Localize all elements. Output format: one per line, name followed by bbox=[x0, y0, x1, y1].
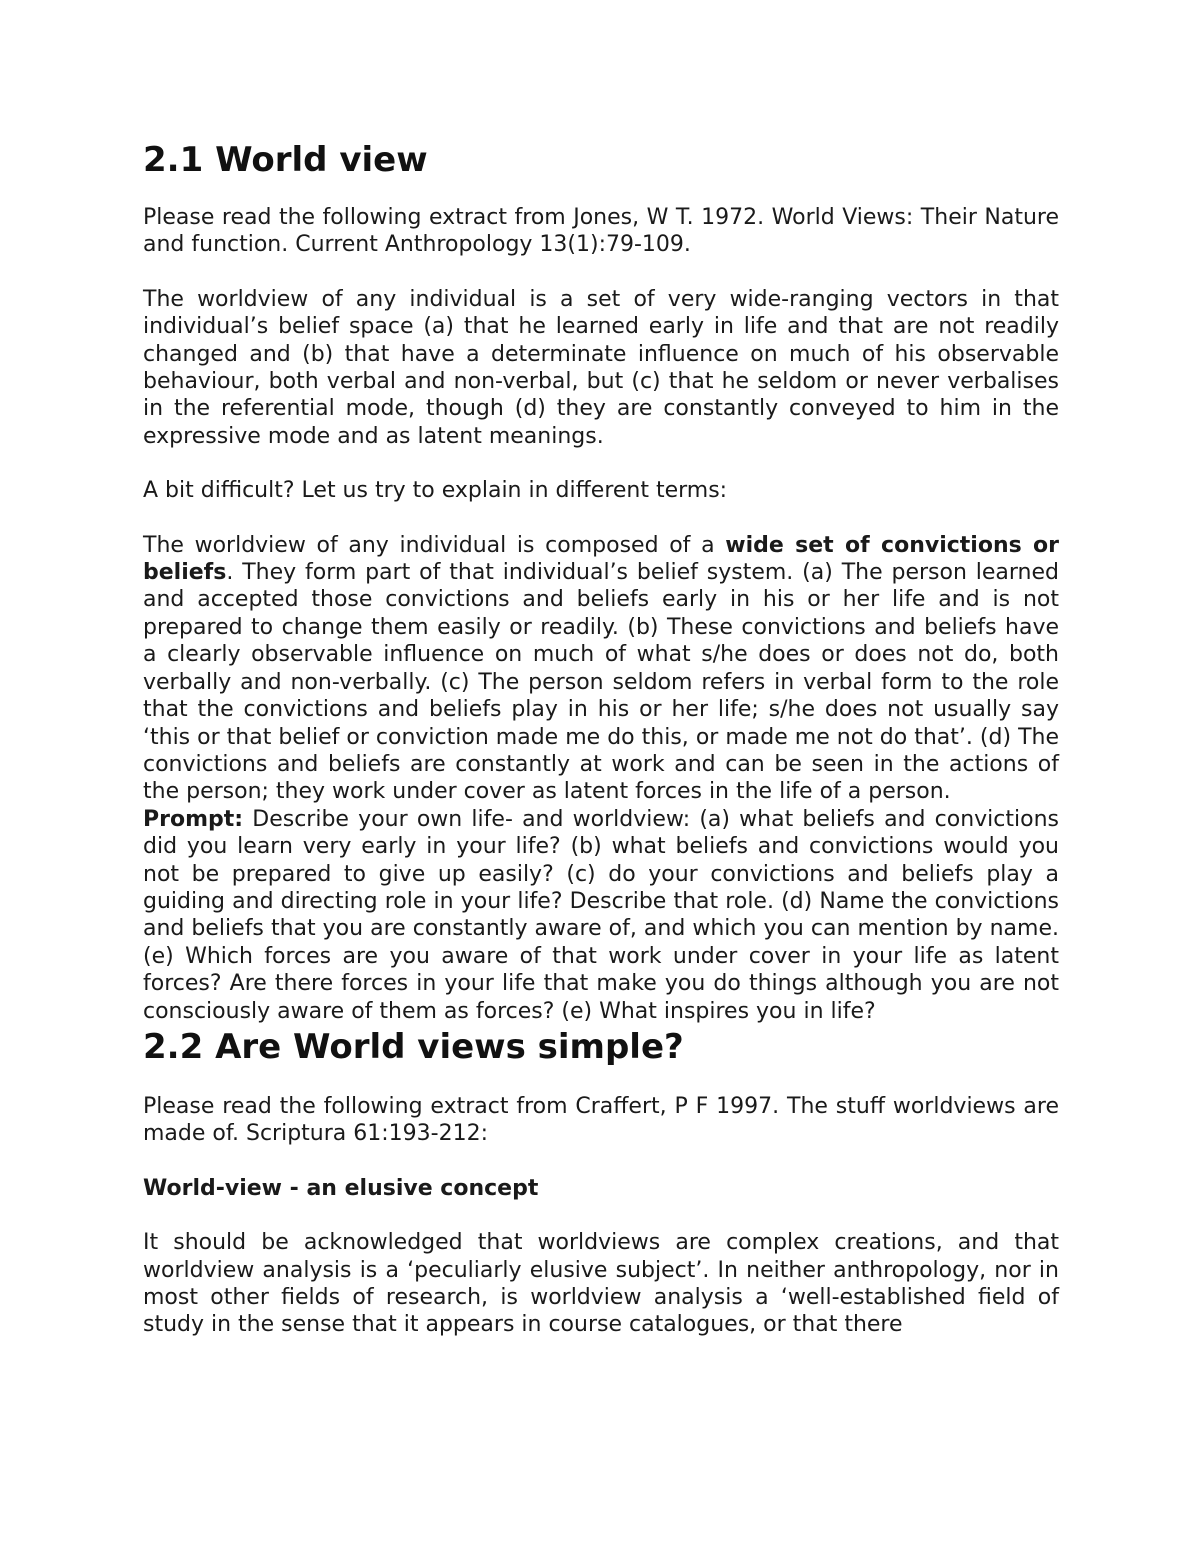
question-paragraph: A bit difficult? Let us try to explain in different terms: bbox=[143, 478, 728, 504]
subheading-elusive-concept: World-view - an elusive concept bbox=[143, 1175, 539, 1201]
section-heading-are-world-views-simple: 2.2 Are World views simple? bbox=[143, 1026, 684, 1067]
explanation-paragraph bbox=[143, 532, 1059, 806]
prompt-text: Describe your own life- and worldview: (a) what beliefs and convictions did you learn very early in your life? (b) what beliefs and convictions would you not be prepared to give up easily? (c) do your convictions and beliefs play a guiding and directing role in your life? Describe that role. (d) Name the convictions and beliefs that you are constantly aware of, and which you can mention by name. (e) Which forces are you aware of that work under cover in your life as latent forces? Are there forces in your life that make you do things although you are not consciously aware of them as forces? (e) What inspires you in life? bbox=[143, 806, 1059, 1024]
section-heading-world-view: 2.1 World view bbox=[143, 140, 428, 180]
explanation-text-start: The worldview of any individual is composed of a bbox=[143, 532, 726, 558]
document-page bbox=[143, 138, 1059, 1339]
quote-paragraph: The worldview of any individual is a set of very wide-ranging vectors in that individual’s belief space (a) that he learned early in life and that are not readily changed and (b) that have a determinate influence on much of his observable behaviour, both verbal and non-verbal, but (c) that he seldom or never verbalises in the referential mode, though (d) they are constantly conveyed to him in the expressive mode and as latent meanings. bbox=[143, 286, 1059, 449]
intro-paragraph-2: Please read the following extract from Craffert, P F 1997. The stuff worldviews are made of. Scriptura 61:193-212: bbox=[143, 1093, 1059, 1147]
explanation-text-end: . They form part of that individual’s belief system. (a) The person learned and accepted those convictions and beliefs early in his or her life and is not prepared to change them easily or readily. (b) These convictions and beliefs have a clearly observable influence on much of what s/he does or does not do, both verbally and non-verbally. (c) The person seldom refers in verbal form to the role that the convictions and beliefs play in his or her life; s/he does not usually say ‘this or that belief or conviction made me do this, or made me not do that’. (d) The convictions and beliefs are constantly at work and can be seen in the actions of the person; they work under cover as latent forces in the life of a person. bbox=[143, 560, 1059, 805]
prompt-paragraph bbox=[143, 806, 1059, 1025]
intro-paragraph: Please read the following extract from Jones, W T. 1972. World Views: Their Nature and function. Current Anthropology 13(1):79-109. bbox=[143, 205, 1059, 258]
explanation-bold-phrase: wide set of convictions or beliefs bbox=[143, 532, 1060, 586]
body-paragraph: It should be acknowledged that worldviews are complex creations, and that worldview analysis is a ‘peculiarly elusive subject’. In neither anthropology, nor in most other fields of research, is worldview analysis a ‘well-established field of study in the sense that it appears in course catalogues, or that there bbox=[143, 1230, 1059, 1338]
prompt-label: Prompt: bbox=[143, 806, 244, 832]
